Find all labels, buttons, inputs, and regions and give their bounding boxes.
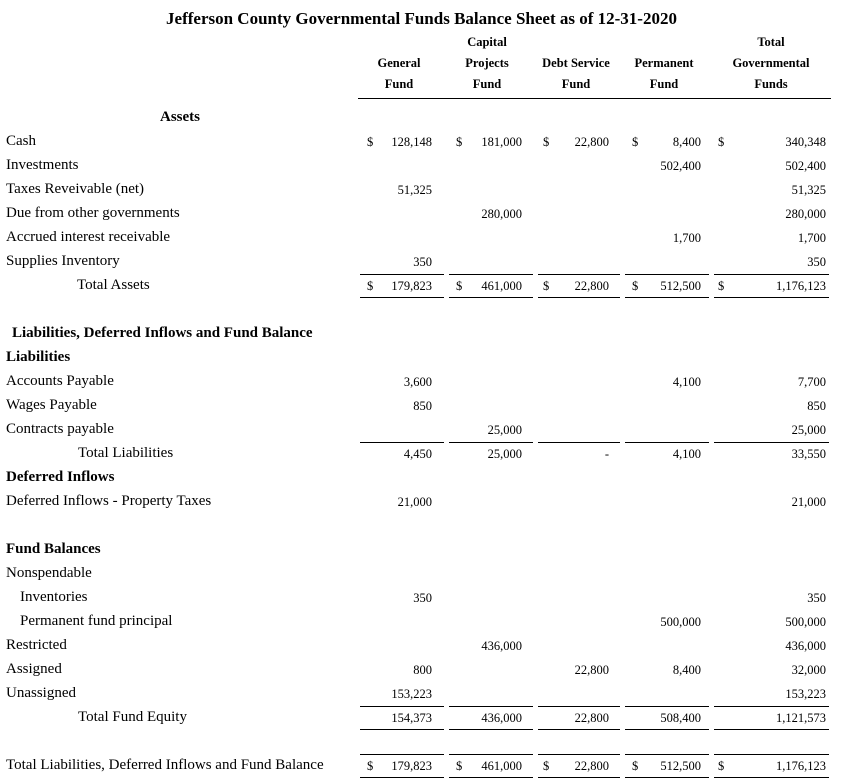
row-14-value-2: 25,000 [487, 447, 522, 461]
rule-below-row-7-a-col-3 [538, 297, 620, 298]
row-1-currency-5: $ [718, 135, 725, 149]
rule-below-row-25-col-4 [625, 729, 709, 730]
row-label-21: Permanent fund principal [20, 613, 173, 629]
rule-above-row-7-col-2 [449, 274, 533, 275]
row-27-currency-2: $ [456, 759, 463, 773]
row-label-13: Contracts payable [6, 421, 114, 437]
column-header-2-line1: Capital [467, 35, 507, 49]
rule-below-row-27-col-4 [625, 777, 709, 778]
row-21-value-5: 500,000 [785, 615, 826, 629]
row-3-value-5: 51,325 [791, 183, 826, 197]
row-label-15: Deferred Inflows [6, 469, 115, 485]
row-16-value-1: 21,000 [397, 495, 432, 509]
row-label-18: Fund Balances [6, 541, 101, 557]
row-1-currency-2: $ [456, 135, 463, 149]
rule-above-row-14-col-5 [714, 442, 829, 443]
row-27-value-1: 179,823 [391, 759, 432, 773]
rule-above-row-25-col-2 [449, 706, 533, 707]
rule-above-row-14-col-1 [360, 442, 444, 443]
rule-below-row-25-col-1 [360, 729, 444, 730]
row-23-value-1: 800 [413, 663, 432, 677]
row-label-9: Liabilities, Deferred Inflows and Fund Balance [12, 325, 313, 341]
row-5-value-5: 1,700 [797, 231, 826, 245]
row-24-value-5: 153,223 [785, 687, 826, 701]
header-underline [358, 98, 831, 99]
row-25-value-4: 508,400 [660, 711, 701, 725]
rule-above-row-14-col-3 [538, 442, 620, 443]
rule-above-row-25-col-3 [538, 706, 620, 707]
row-7-value-5: 1,176,123 [776, 279, 826, 293]
row-27-value-3: 22,800 [574, 759, 609, 773]
row-label-7: Total Assets [77, 277, 150, 293]
row-7-value-1: 179,823 [391, 279, 432, 293]
row-label-3: Taxes Reveivable (net) [6, 181, 145, 197]
row-27-currency-3: $ [543, 759, 550, 773]
row-label-23: Assigned [6, 661, 62, 677]
row-23-value-3: 22,800 [574, 663, 609, 677]
row-4-value-2: 280,000 [481, 207, 522, 221]
row-20-value-1: 350 [413, 591, 432, 605]
rule-above-row-7-col-3 [538, 274, 620, 275]
row-14-value-5: 33,550 [791, 447, 826, 461]
row-label-14: Total Liabilities [78, 445, 174, 461]
row-23-value-4: 8,400 [672, 663, 701, 677]
row-22-value-2: 436,000 [481, 639, 522, 653]
row-label-5: Accrued interest receivable [6, 229, 171, 245]
rule-above-row-27-col-3 [538, 754, 620, 755]
row-2-value-4: 502,400 [660, 159, 701, 173]
row-25-value-5: 1,121,573 [776, 711, 826, 725]
row-1-value-5: 340,348 [785, 135, 826, 149]
column-header-5-line2: Governmental [732, 56, 810, 70]
column-header-2-line2: Projects [465, 56, 509, 70]
column-header-4-line2: Permanent [634, 56, 694, 70]
row-14-value-1: 4,450 [403, 447, 432, 461]
row-27-value-5: 1,176,123 [776, 759, 826, 773]
column-header-3-line3: Fund [561, 77, 591, 91]
rule-above-row-25-col-1 [360, 706, 444, 707]
row-2-value-5: 502,400 [785, 159, 826, 173]
row-27-value-2: 461,000 [481, 759, 522, 773]
rule-below-row-27-col-3 [538, 777, 620, 778]
row-6-value-5: 350 [807, 255, 826, 269]
row-label-10: Liabilities [6, 349, 71, 365]
row-27-value-4: 512,500 [660, 759, 701, 773]
row-label-20: Inventories [20, 589, 88, 605]
column-header-5-line1: Total [757, 35, 785, 49]
row-label-0: Assets [160, 109, 200, 125]
row-23-value-5: 32,000 [791, 663, 826, 677]
row-25-value-2: 436,000 [481, 711, 522, 725]
row-1-currency-3: $ [543, 135, 550, 149]
row-7-currency-3: $ [543, 279, 550, 293]
row-12-value-5: 850 [807, 399, 826, 413]
row-1-value-4: 8,400 [672, 135, 701, 149]
row-14-value-4: 4,100 [672, 447, 701, 461]
rule-below-row-27-col-5 [714, 777, 829, 778]
row-label-19: Nonspendable [6, 565, 92, 581]
row-label-12: Wages Payable [6, 397, 97, 413]
row-13-value-5: 25,000 [791, 423, 826, 437]
row-1-value-1: 128,148 [391, 135, 432, 149]
rule-above-row-14-col-4 [625, 442, 709, 443]
row-13-value-2: 25,000 [487, 423, 522, 437]
rule-above-row-25-col-4 [625, 706, 709, 707]
rule-below-row-7-a-col-4 [625, 297, 709, 298]
rule-above-row-27-col-2 [449, 754, 533, 755]
rule-above-row-27-col-4 [625, 754, 709, 755]
row-7-value-2: 461,000 [481, 279, 522, 293]
row-label-1: Cash [6, 133, 36, 149]
row-27-currency-1: $ [367, 759, 374, 773]
rule-below-row-7-a-col-5 [714, 297, 829, 298]
rule-below-row-25-col-3 [538, 729, 620, 730]
row-label-25: Total Fund Equity [78, 709, 187, 725]
row-5-value-4: 1,700 [672, 231, 701, 245]
rule-above-row-27-col-5 [714, 754, 829, 755]
row-1-currency-1: $ [367, 135, 374, 149]
row-12-value-1: 850 [413, 399, 432, 413]
rule-below-row-7-a-col-2 [449, 297, 533, 298]
row-14-value-3: - [604, 447, 609, 461]
rule-below-row-25-col-2 [449, 729, 533, 730]
row-7-currency-2: $ [456, 279, 463, 293]
row-16-value-5: 21,000 [791, 495, 826, 509]
row-7-value-3: 22,800 [574, 279, 609, 293]
sheet-title: Jefferson County Governmental Funds Balance Sheet as of 12-31-2020 [166, 9, 677, 28]
row-25-value-3: 22,800 [574, 711, 609, 725]
row-7-currency-5: $ [718, 279, 725, 293]
row-label-16: Deferred Inflows - Property Taxes [6, 493, 212, 509]
row-21-value-4: 500,000 [660, 615, 701, 629]
row-24-value-1: 153,223 [391, 687, 432, 701]
rule-above-row-7-col-4 [625, 274, 709, 275]
row-label-22: Restricted [6, 637, 67, 653]
row-1-value-3: 22,800 [574, 135, 609, 149]
column-header-5-line3: Funds [754, 77, 788, 91]
row-27-currency-5: $ [718, 759, 725, 773]
rule-above-row-27-col-1 [360, 754, 444, 755]
row-label-24: Unassigned [6, 685, 76, 701]
column-header-3-line2: Debt Service [542, 56, 610, 70]
row-6-value-1: 350 [413, 255, 432, 269]
rule-above-row-25-col-5 [714, 706, 829, 707]
row-label-27: Total Liabilities, Deferred Inflows and Fund Balance [6, 757, 324, 773]
row-27-currency-4: $ [632, 759, 639, 773]
rule-below-row-27-col-1 [360, 777, 444, 778]
row-7-value-4: 512,500 [660, 279, 701, 293]
rule-above-row-7-col-5 [714, 274, 829, 275]
row-1-value-2: 181,000 [481, 135, 522, 149]
row-1-currency-4: $ [632, 135, 639, 149]
column-header-4-line3: Fund [649, 77, 679, 91]
rule-below-row-27-col-2 [449, 777, 533, 778]
row-7-currency-1: $ [367, 279, 374, 293]
row-7-currency-4: $ [632, 279, 639, 293]
row-3-value-1: 51,325 [397, 183, 432, 197]
row-25-value-1: 154,373 [391, 711, 432, 725]
row-11-value-5: 7,700 [797, 375, 826, 389]
column-header-2-line3: Fund [472, 77, 502, 91]
row-label-2: Investments [6, 157, 79, 173]
row-20-value-5: 350 [807, 591, 826, 605]
column-header-1-line2: General [377, 56, 421, 70]
rule-below-row-25-col-5 [714, 729, 829, 730]
rule-above-row-14-col-2 [449, 442, 533, 443]
rule-below-row-7-a-col-1 [360, 297, 444, 298]
row-11-value-4: 4,100 [672, 375, 701, 389]
column-header-1-line3: Fund [384, 77, 414, 91]
row-11-value-1: 3,600 [403, 375, 432, 389]
row-label-4: Due from other governments [6, 205, 180, 221]
row-4-value-5: 280,000 [785, 207, 826, 221]
row-label-6: Supplies Inventory [6, 253, 120, 269]
rule-above-row-7-col-1 [360, 274, 444, 275]
row-label-11: Accounts Payable [6, 373, 114, 389]
row-22-value-5: 436,000 [785, 639, 826, 653]
